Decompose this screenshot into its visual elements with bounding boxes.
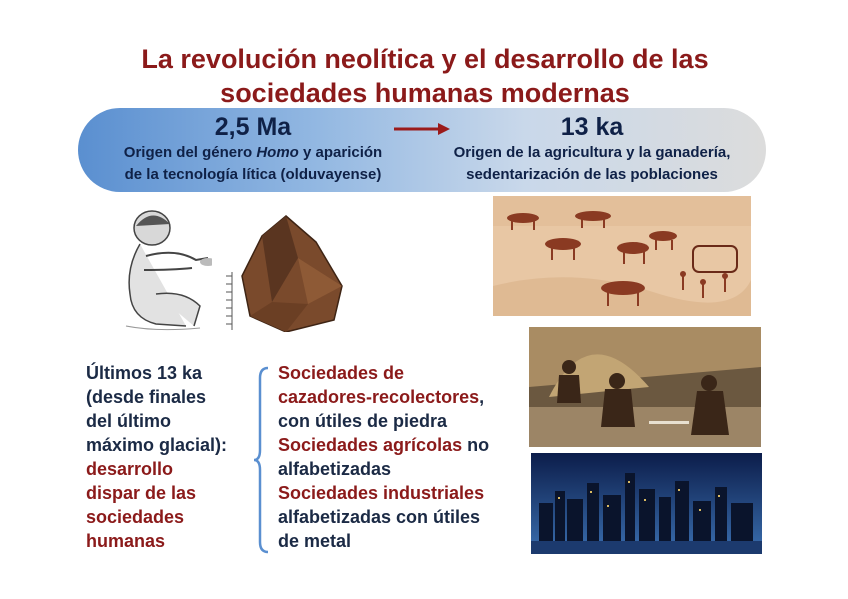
left-text-line: Últimos 13 ka bbox=[86, 363, 203, 383]
left-text-highlight: desarrollo bbox=[86, 459, 174, 479]
society-industrial-label: Sociedades industriales bbox=[278, 483, 485, 503]
timeline-left-block bbox=[78, 112, 428, 186]
hunter-gatherers-image bbox=[529, 327, 761, 447]
timeline-left-line-2: de la tecnología lítica (olduvayense) bbox=[124, 166, 382, 183]
curly-brace-icon bbox=[252, 366, 272, 554]
city-skyline-image bbox=[531, 453, 762, 554]
stone-tool-image bbox=[212, 212, 352, 332]
timeline-left-age: 2,5 Ma bbox=[214, 113, 292, 141]
left-text-highlight: sociedades bbox=[86, 507, 185, 527]
cave-painting-image bbox=[493, 196, 751, 316]
title-line-1: La revolución neolítica y el desarrollo de las bbox=[141, 44, 709, 74]
society-hunter-line: cazadores-recolectores, bbox=[278, 387, 485, 407]
societies-list bbox=[278, 361, 528, 553]
society-industrial-detail: de metal bbox=[278, 531, 352, 551]
society-hunter-detail: con útiles de piedra bbox=[278, 411, 448, 431]
society-agricultural-detail: alfabetizadas bbox=[278, 459, 392, 479]
society-industrial-detail: alfabetizadas con útiles bbox=[278, 507, 481, 527]
timeline-left-line-1: Origen del género Homo y aparición bbox=[123, 144, 383, 161]
left-text-line: (desde finales bbox=[86, 387, 207, 407]
society-agricultural-line: Sociedades agrícolas no bbox=[278, 435, 490, 455]
left-text-highlight: dispar de las bbox=[86, 483, 197, 503]
society-hunter-label: Sociedades de bbox=[278, 363, 405, 383]
page-title bbox=[60, 42, 790, 110]
timeline-banner bbox=[78, 108, 766, 192]
timeline-right-block bbox=[418, 112, 766, 186]
left-summary-text bbox=[86, 361, 256, 553]
left-text-line: del último bbox=[86, 411, 171, 431]
left-text-highlight: humanas bbox=[86, 531, 166, 551]
timeline-right-age: 13 ka bbox=[560, 113, 624, 141]
title-line-2: sociedades humanas modernas bbox=[220, 78, 630, 108]
timeline-right-line-2: sedentarización de las poblaciones bbox=[466, 166, 718, 183]
left-text-line: máximo glacial): bbox=[86, 435, 228, 455]
timeline-right-line-1: Origen de la agricultura y la ganadería, bbox=[453, 144, 731, 161]
